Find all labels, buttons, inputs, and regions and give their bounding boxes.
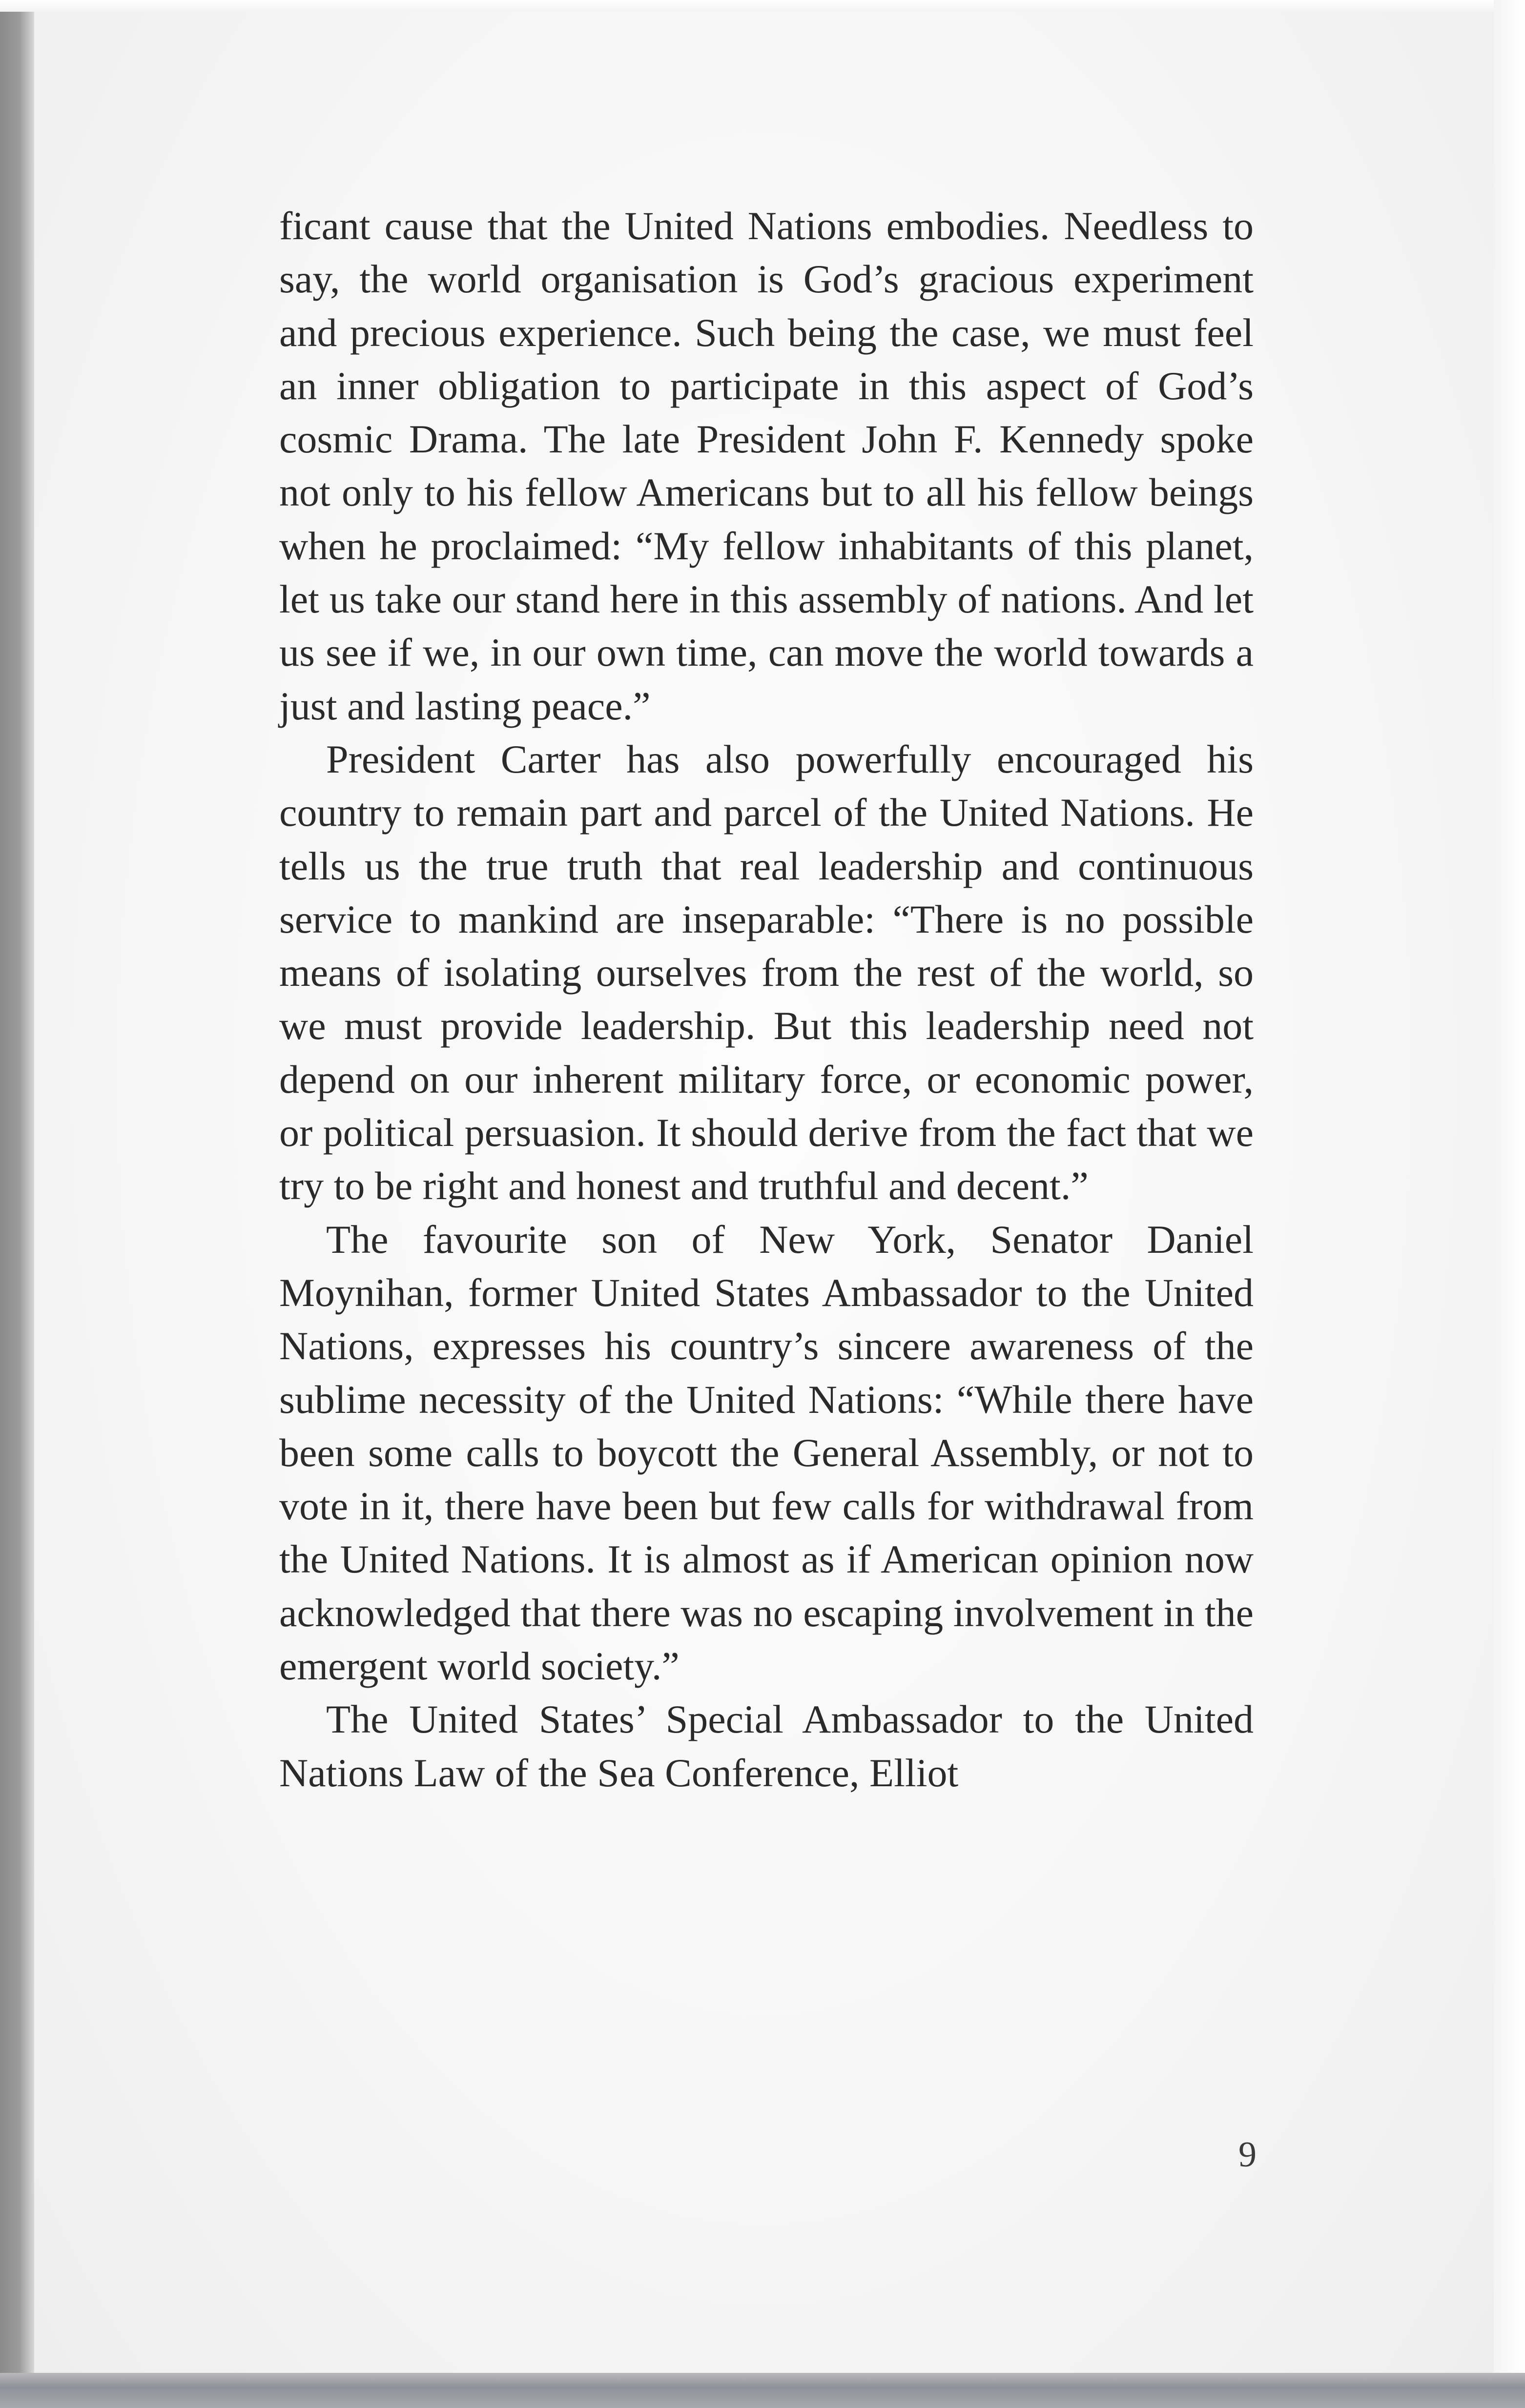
scan-top-edge: [0, 0, 1525, 12]
paragraph-carter: President Carter has also powerfully encouraged his country to remain part and parcel of the United Nations. He tells us the true truth that real leadership and continuous service to mankind are inseparable: “There is no possible means of isolating ourselves from the rest of the world, so we must provide leadership. But this leadership need not depend on our inherent military force, or economic power, or political persuasion. It should derive from the fact that we try to be right and honest and truthful and decent.”: [279, 736, 1254, 1208]
scan-left-edge: [0, 0, 34, 2408]
paragraph-moynihan: The favourite son of New York, Senator Daniel Moynihan, former United States Ambassador to the United Nations, expresses his country’s sincere awareness of the sublime necessity of the United Nations: “While there have been some calls to boycott the General Assembly, or not to vote in it, there have been but few calls for withdrawal from the United Nations. It is almost as if American opinion now acknowledged that there was no escaping involvement in the emergent world society.”: [279, 1217, 1254, 1689]
paragraph-continued: ficant cause that the United Nations embodies. Needless to say, the world organisation is God’s gracious experiment and precious experience. Such being the case, we must feel an inner obligation to participate in this aspect of God’s cosmic Drama. The late President John F. Kennedy spoke not only to his fellow Americans but to all his fellow beings when he proclaimed: “My fellow inhabitants of this planet, let us take our stand here in this assembly of nations. And let us see if we, in our own time, can move the world towards a just and lasting peace.”: [279, 204, 1254, 728]
scan-right-edge: [1494, 0, 1525, 2408]
scan-bottom-edge: [0, 2373, 1525, 2408]
body-text: [279, 199, 1254, 1799]
paragraph-ambassador: The United States’ Special Ambassador to the United Nations Law of the Sea Conference, Elliot: [279, 1697, 1254, 1795]
page-number: 9: [1238, 2135, 1257, 2175]
